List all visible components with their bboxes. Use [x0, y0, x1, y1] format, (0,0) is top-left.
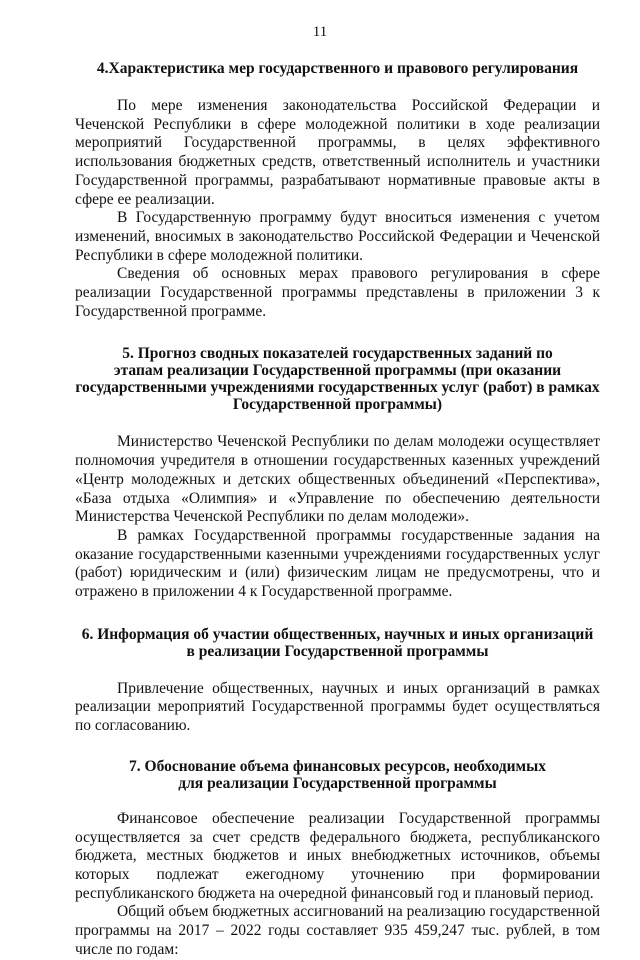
section-7-paragraph-2: Общий объем бюджетных ассигнований на реализацию государственной программы на 2017 – 2022 годы составляет 935 459,247 тыс. рублей, в том числе по годам:	[75, 903, 600, 958]
section-6-paragraph-1: Привлечение общественных, научных и иных организаций в рамках реализации мероприятий Государственной программы будет осуществляться по согласованию.	[75, 679, 600, 735]
section-4-paragraph-2: В Государственную программу будут вноситься изменения с учетом изменений, вносимых в законодательство Российской Федерации и Чеченской Республики в сфере молодежной политики.	[75, 209, 600, 264]
section-5-paragraph-2: В рамках Государственной программы государственные задания на оказание государственными казенными учреждениями государственных услуг (работ) юридическим и (или) физическим лицам не предусмотрены, что и отражено в приложении 4 к Государственной программе.	[75, 526, 600, 601]
section-5-title-line-3: государственными учреждениями государственных услуг (работ) в рамках	[75, 379, 600, 397]
section-6-title-line-1: 6. Информация об участии общественных, научных и иных организаций	[81, 625, 594, 643]
section-7-title-line-2: для реализации Государственной программы	[178, 774, 497, 792]
document-body	[75, 60, 600, 960]
section-5-title-line-4: Государственной программы)	[232, 396, 443, 414]
page-number: 11	[312, 24, 328, 40]
section-5-title-line-2: этапам реализации Государственной программы (при оказании	[113, 362, 562, 380]
section-5-title	[75, 345, 600, 413]
section-4-paragraph-1: По мере изменения законодательства Российской Федерации и Чеченской Республики в сфере молодежной политики в ходе реализации мероприятий Государственной программы, в целях эффективного использования бюджетных средств, ответственный исполнитель и участники Государственной программы, разрабатывают нормативные правовые акты в сфере ее реализации.	[75, 97, 600, 208]
section-5-paragraph-1: Министерство Чеченской Республики по делам молодежи осуществляет полномочия учредителя в отношении государственных казенных учреждений «Центр молодежных и детских общественных объединений «Перспектива», «База отдыха «Олимпия» и «Управление по обеспечению деятельности Министерства Чеченской Республики по делам молодежи».	[75, 433, 600, 526]
section-4-paragraph-3: Сведения об основных мерах правового регулирования в сфере реализации Государственной программы представлены в приложении 3 к Государственной программе.	[75, 265, 600, 320]
section-6-title-line-2: в реализации Государственной программы	[186, 642, 489, 660]
section-4-title: 4.Характеристика мер государственного и правового регулирования	[96, 60, 579, 77]
section-7-paragraph-1: Финансовое обеспечение реализации Государственной программы осуществляется за счет средств федерального бюджета, республиканского бюджета, местных бюджетов и иных внебюджетных источников, объемы которых подлежат ежегодному уточнению при формировании республиканского бюджета на очередной финансовый год и плановый период.	[75, 809, 600, 902]
section-7-title	[75, 758, 600, 792]
section-7-title-line-1: 7. Обоснование объема финансовых ресурсов, необходимых	[129, 757, 546, 775]
section-6-title	[75, 626, 600, 660]
section-5-title-line-1: 5. Прогноз сводных показателей государственных заданий по	[122, 345, 553, 363]
